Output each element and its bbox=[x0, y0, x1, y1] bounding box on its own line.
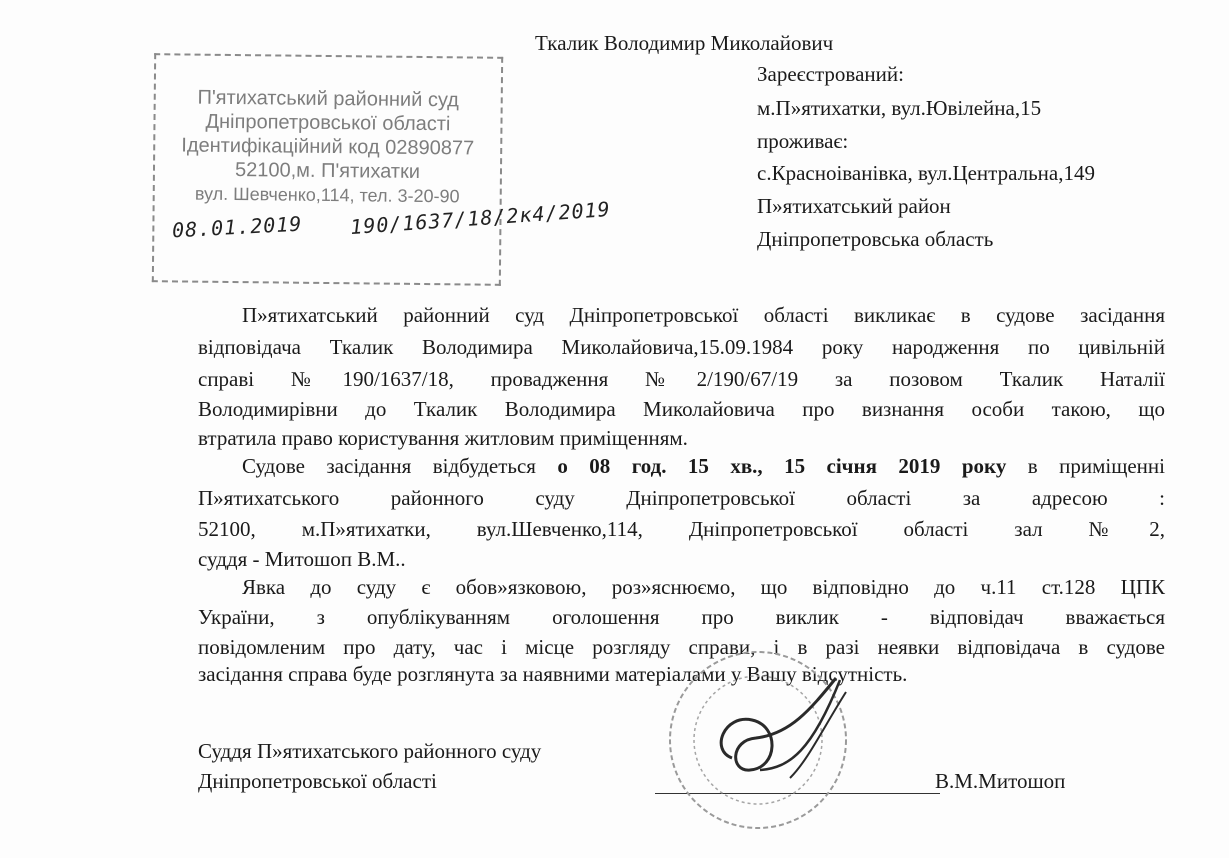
para2-line2: П»ятихатського районного суду Дніпропетровської області за адресою : bbox=[198, 486, 1165, 510]
registered-address: м.П»ятихатки, вул.Ювілейна,15 bbox=[757, 96, 1042, 120]
stamp-region: Дніпропетровської області bbox=[205, 110, 451, 136]
registered-label: Зареєстрований: bbox=[757, 62, 904, 86]
seal-inner-ring bbox=[694, 676, 822, 804]
para1-line3: справі №190/1637/18, провадження №2/190/67/19 за позовом Ткалик Наталії bbox=[198, 367, 1165, 391]
stamp-postal: 52100,м. П'ятихатки bbox=[234, 159, 421, 183]
para2-line4: суддя - Митошоп В.М.. bbox=[198, 547, 406, 571]
para1-line2: відповідача Ткалик Володимира Миколайовича,15.09.1984 року народження по цивільній bbox=[198, 335, 1165, 359]
para1-line5: втратила право користування житловим приміщенням. bbox=[198, 426, 688, 450]
para3-line4: засідання справа буде розглянута за наявними матеріалами у Вашу відсутність. bbox=[198, 662, 908, 686]
stamp-handwritten-date: 08.01.2019 bbox=[171, 211, 303, 243]
para3-line3: повідомленим про дату, час і місце розгляду справи, і в разі неявки відповідача в судове bbox=[198, 635, 1165, 659]
para2-line1 bbox=[242, 453, 1165, 479]
stamp-street: вул. Шевченко,114, тел. 3-20-90 bbox=[194, 183, 460, 207]
recipient-region: Дніпропетровська область bbox=[757, 227, 994, 251]
para2-text-pre: Судове засідання відбудеться bbox=[242, 454, 536, 478]
lives-label: проживає: bbox=[757, 129, 849, 153]
recipient-name: Ткалик Володимир Миколайович bbox=[535, 31, 834, 55]
para1-line1: П»ятихатський районний суд Дніпропетровської області викликає в судове засідання bbox=[242, 303, 1165, 327]
stamp-court-name: П'ятихатський районний суд bbox=[197, 86, 460, 112]
para3-line1: Явка до суду є обов»язковою, роз»яснюємо, що відповідно до ч.11 ст.128 ЦПК bbox=[242, 575, 1165, 599]
incoming-stamp bbox=[152, 53, 503, 286]
stamp-handwritten-number: 190/1637/18/2к4/2019 bbox=[349, 196, 612, 240]
signature-title-line1: Суддя П»ятихатського районного суду bbox=[198, 739, 542, 763]
para2-text-post: в приміщенні bbox=[1027, 454, 1165, 478]
hearing-datetime: о 08 год. 15 хв., 15 січня 2019 року bbox=[557, 454, 1007, 478]
para2-line3: 52100, м.П»ятихатки, вул.Шевченко,114, Дніпропетровської області зал №2, bbox=[198, 517, 1165, 541]
court-seal-signature bbox=[640, 640, 880, 840]
judge-name: В.М.Митошоп bbox=[935, 769, 1066, 793]
signature-stroke-2 bbox=[760, 680, 840, 770]
seal-outer-ring bbox=[670, 652, 846, 828]
lives-address: с.Красноіванівка, вул.Центральна,149 bbox=[757, 161, 1095, 185]
recipient-district: П»ятихатський район bbox=[757, 194, 951, 218]
signature-stroke-3 bbox=[790, 692, 846, 778]
stamp-code: Ідентифікаційний код 02890877 bbox=[181, 134, 475, 160]
signature-title-line2: Дніпропетровської області bbox=[198, 769, 437, 793]
para3-line2: України, з опублікуванням оголошення про виклик - відповідач вважається bbox=[198, 605, 1165, 629]
para1-line4: Володимирівни до Ткалик Володимира Миколайовича про визнання особи такою, що bbox=[198, 397, 1165, 421]
